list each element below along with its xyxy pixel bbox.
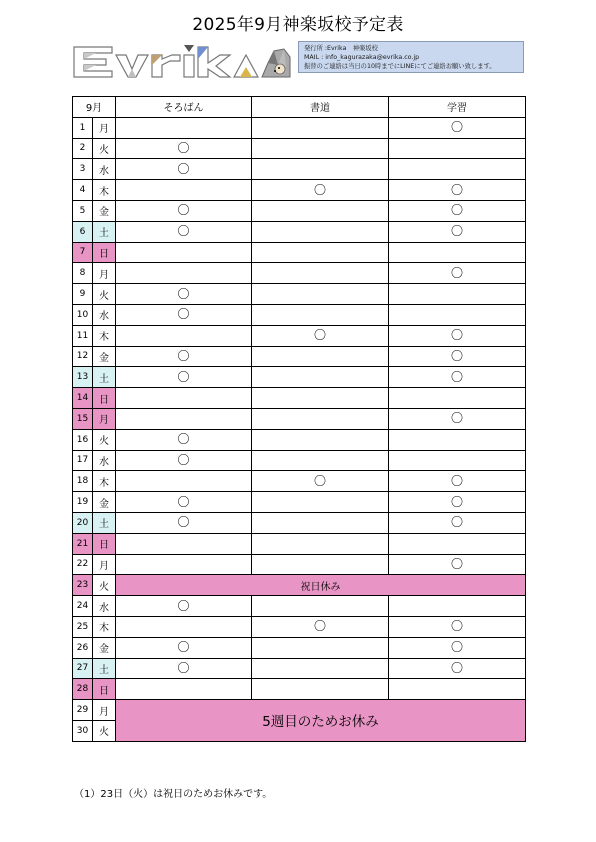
mail-line: MAIL : info_kagurazaka@evrika.co.jp [304,54,420,61]
table-row [73,200,526,221]
day-cell: 19 [73,492,93,513]
footnote: （1）23日（火）は祝日のためお休みです。 [74,789,273,800]
class-mark: 〇 [313,182,326,197]
weekday-cell: 水 [93,596,116,617]
weekday-cell: 土 [93,367,116,388]
study-cell [389,637,526,658]
soroban-cell [116,138,252,159]
class-mark: 〇 [450,328,463,343]
soroban-cell [116,533,252,554]
class-mark: 〇 [450,182,463,197]
soroban-cell [116,429,252,450]
weekday-cell: 金 [93,492,116,513]
weekday-cell: 土 [93,221,116,242]
day-cell: 9 [73,284,93,305]
weekday-cell: 月 [93,700,116,721]
class-mark: 〇 [450,515,463,530]
shodo-cell [252,159,389,180]
table-row [73,138,526,159]
weekday-cell: 火 [93,138,116,159]
study-cell [389,159,526,180]
soroban-cell [116,367,252,388]
weekday-cell: 金 [93,637,116,658]
class-mark: 〇 [450,473,463,488]
day-cell: 23 [73,575,93,596]
day-cell: 12 [73,346,93,367]
table-row [73,325,526,346]
shodo-cell [252,637,389,658]
transfer-note-line: 振替のご連絡は当日の10時までにLINEにてご連絡お願い致します。 [304,63,496,70]
shodo-cell [252,263,389,284]
class-mark: 〇 [313,473,326,488]
weekday-cell: 日 [93,242,116,263]
day-cell: 21 [73,533,93,554]
study-cell [389,658,526,679]
weekday-cell: 月 [93,408,116,429]
study-header: 学習 [389,97,526,118]
day-cell: 24 [73,596,93,617]
study-cell [389,325,526,346]
class-mark: 〇 [177,660,190,675]
class-mark: 〇 [177,515,190,530]
study-cell [389,596,526,617]
month-header: 9月 [73,97,116,118]
day-cell: 27 [73,658,93,679]
day-cell: 13 [73,367,93,388]
shodo-cell [252,325,389,346]
table-row [73,658,526,679]
soroban-cell [116,658,252,679]
class-mark: 〇 [450,265,463,280]
table-row [73,117,526,138]
study-cell [389,388,526,409]
table-row [73,596,526,617]
shodo-cell [252,304,389,325]
shodo-cell [252,242,389,263]
soroban-cell [116,388,252,409]
table-row [73,616,526,637]
soroban-cell [116,263,252,284]
study-cell [389,429,526,450]
table-row [73,492,526,513]
weekday-cell: 日 [93,533,116,554]
study-cell [389,554,526,575]
study-cell [389,180,526,201]
study-cell [389,533,526,554]
table-row [73,180,526,201]
soroban-cell [116,346,252,367]
weekday-cell: 水 [93,159,116,180]
shodo-cell [252,200,389,221]
class-mark: 〇 [177,224,190,239]
shodo-cell [252,367,389,388]
day-cell: 14 [73,388,93,409]
class-mark: 〇 [450,494,463,509]
weekday-cell: 火 [93,720,116,741]
day-cell: 4 [73,180,93,201]
class-mark: 〇 [177,348,190,363]
table-row [73,700,526,721]
soroban-cell [116,159,252,180]
day-cell: 8 [73,263,93,284]
publisher-line: 発行所 :Evrika 神楽坂校 [304,45,378,52]
table-row [73,679,526,700]
page-title: 2025年9月神楽坂校予定表 [192,15,404,35]
soroban-cell [116,408,252,429]
shodo-cell [252,346,389,367]
study-cell [389,367,526,388]
class-mark: 〇 [450,556,463,571]
shodo-cell [252,138,389,159]
class-mark: 〇 [177,286,190,301]
shodo-cell [252,388,389,409]
study-cell [389,471,526,492]
soroban-cell [116,616,252,637]
header-row [73,97,526,118]
table-row [73,346,526,367]
study-cell [389,492,526,513]
soroban-cell [116,242,252,263]
study-cell [389,242,526,263]
table-row [73,284,526,305]
class-mark: 〇 [450,120,463,135]
study-cell [389,408,526,429]
day-cell: 15 [73,408,93,429]
day-cell: 28 [73,679,93,700]
day-cell: 22 [73,554,93,575]
table-row [73,471,526,492]
shodo-header: 書道 [252,97,389,118]
study-cell [389,200,526,221]
study-cell [389,304,526,325]
weekday-cell: 木 [93,180,116,201]
class-mark: 〇 [177,369,190,384]
weekday-cell: 火 [93,575,116,596]
table-row [73,429,526,450]
shodo-cell [252,471,389,492]
study-cell [389,512,526,533]
day-cell: 7 [73,242,93,263]
day-cell: 11 [73,325,93,346]
study-cell [389,263,526,284]
class-mark: 〇 [177,203,190,218]
day-cell: 30 [73,720,93,741]
soroban-cell [116,200,252,221]
soroban-cell [116,679,252,700]
class-mark: 〇 [450,660,463,675]
study-cell [389,221,526,242]
weekday-cell: 水 [93,304,116,325]
publisher-info-box [298,41,524,73]
table-row [73,388,526,409]
shodo-cell [252,679,389,700]
weekday-cell: 木 [93,325,116,346]
day-cell: 25 [73,616,93,637]
weekday-cell: 土 [93,658,116,679]
table-row [73,367,526,388]
day-cell: 10 [73,304,93,325]
class-mark: 〇 [313,328,326,343]
day-cell: 26 [73,637,93,658]
weekday-cell: 火 [93,284,116,305]
shodo-cell [252,554,389,575]
shodo-cell [252,284,389,305]
table-row [73,408,526,429]
class-mark: 〇 [450,640,463,655]
day-cell: 29 [73,700,93,721]
schedule-body [73,117,526,741]
shodo-cell [252,408,389,429]
study-cell [389,450,526,471]
day-cell: 6 [73,221,93,242]
weekday-cell: 木 [93,471,116,492]
table-row [73,554,526,575]
class-mark: 〇 [177,452,190,467]
class-mark: 〇 [450,619,463,634]
soroban-cell [116,596,252,617]
soroban-cell [116,284,252,305]
table-row [73,159,526,180]
study-cell [389,679,526,700]
day-cell: 3 [73,159,93,180]
weekday-cell: 火 [93,429,116,450]
study-cell [389,117,526,138]
table-row [73,304,526,325]
class-mark: 〇 [177,161,190,176]
class-mark: 〇 [450,348,463,363]
day-cell: 20 [73,512,93,533]
day-cell: 2 [73,138,93,159]
week5-closed-cell: 5週目のためお休み [116,700,526,742]
weekday-cell: 木 [93,616,116,637]
weekday-cell: 金 [93,200,116,221]
weekday-cell: 日 [93,388,116,409]
table-row [73,637,526,658]
table-row [73,512,526,533]
class-mark: 〇 [177,598,190,613]
day-cell: 16 [73,429,93,450]
study-cell [389,138,526,159]
class-mark: 〇 [177,432,190,447]
study-cell [389,284,526,305]
day-cell: 17 [73,450,93,471]
shodo-cell [252,658,389,679]
day-cell: 18 [73,471,93,492]
table-row [73,263,526,284]
class-mark: 〇 [177,307,190,322]
table-row [73,533,526,554]
soroban-cell [116,637,252,658]
weekday-cell: 月 [93,117,116,138]
shodo-cell [252,492,389,513]
class-mark: 〇 [177,494,190,509]
soroban-cell [116,325,252,346]
shodo-cell [252,596,389,617]
soroban-cell [116,117,252,138]
class-mark: 〇 [450,369,463,384]
weekday-cell: 日 [93,679,116,700]
soroban-header: そろばん [116,97,252,118]
weekday-cell: 水 [93,450,116,471]
shodo-cell [252,221,389,242]
table-row [73,450,526,471]
study-cell [389,346,526,367]
class-mark: 〇 [313,619,326,634]
weekday-cell: 金 [93,346,116,367]
soroban-cell [116,304,252,325]
shodo-cell [252,512,389,533]
shodo-cell [252,429,389,450]
soroban-cell [116,554,252,575]
day-cell: 1 [73,117,93,138]
soroban-cell [116,450,252,471]
soroban-cell [116,512,252,533]
table-row [73,242,526,263]
shodo-cell [252,450,389,471]
holiday-closed-cell: 祝日休み [116,575,526,596]
soroban-cell [116,180,252,201]
schedule-table [72,96,526,742]
weekday-cell: 土 [93,512,116,533]
shodo-cell [252,180,389,201]
weekday-cell: 月 [93,263,116,284]
shodo-cell [252,616,389,637]
evrika-logo [72,41,292,81]
study-cell [389,616,526,637]
shodo-cell [252,117,389,138]
soroban-cell [116,221,252,242]
class-mark: 〇 [450,224,463,239]
soroban-cell [116,492,252,513]
table-row [73,221,526,242]
class-mark: 〇 [177,140,190,155]
class-mark: 〇 [177,640,190,655]
soroban-cell [116,471,252,492]
table-row [73,575,526,596]
class-mark: 〇 [450,411,463,426]
shodo-cell [252,533,389,554]
day-cell: 5 [73,200,93,221]
weekday-cell: 月 [93,554,116,575]
class-mark: 〇 [450,203,463,218]
